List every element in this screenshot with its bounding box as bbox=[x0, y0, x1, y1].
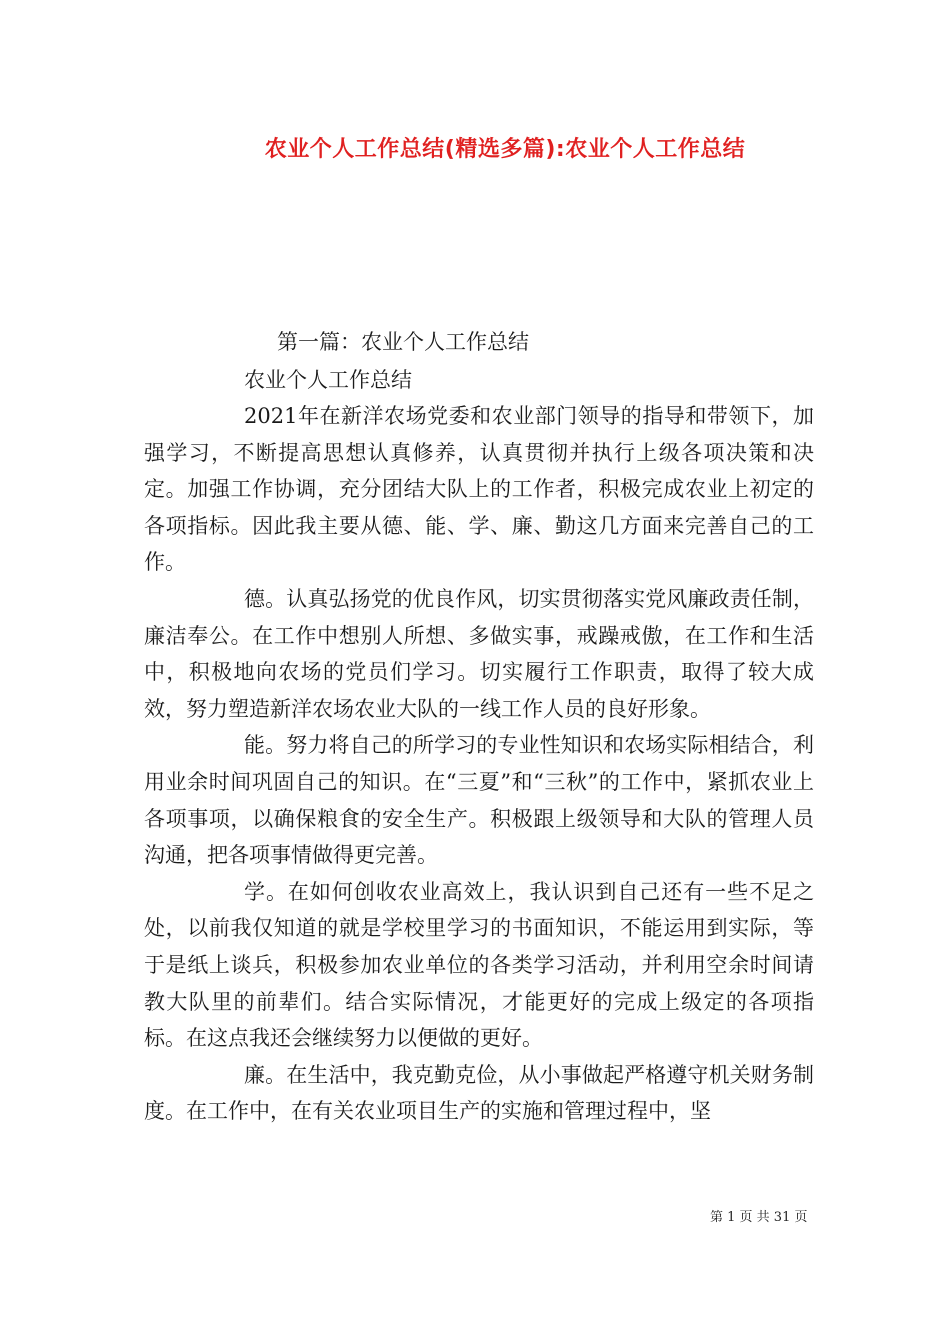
document-body bbox=[144, 398, 814, 1130]
paragraph-neng: 能。努力将自己的所学习的专业性知识和农场实际相结合，利用业余时间巩固自己的知识。在“三夏”和“三秋”的工作中，紧抓农业上各项事项，以确保粮食的安全生产。积极跟上级领导和大队的管理人员沟通，把各项事情做得更完善。 bbox=[144, 733, 814, 868]
document-title: 农业个人工作总结(精选多篇):农业个人工作总结 bbox=[264, 137, 746, 162]
paragraph-lian: 廉。在生活中，我克勤克俭，从小事做起严格遵守机关财务制度。在工作中，在有关农业项目生产的实施和管理过程中，坚 bbox=[144, 1062, 814, 1124]
paragraph-intro: 2021年在新洋农场党委和农业部门领导的指导和带领下，加强学习，不断提高思想认真修养，认真贯彻并执行上级各项决策和决定。加强工作协调，充分团结大队上的工作者，积极完成农业上初定的各项指标。因此我主要从德、能、学、廉、勤这几方面来完善自己的工作。 bbox=[144, 404, 814, 575]
section-heading: 第一篇：农业个人工作总结 bbox=[277, 330, 529, 354]
page-footer: 第 1 页 共 31 页 bbox=[710, 1210, 808, 1225]
paragraph-xue: 学。在如何创收农业高效上，我认识到自己还有一些不足之处，以前我仅知道的就是学校里学习的书面知识，不能运用到实际，等于是纸上谈兵，积极参加农业单位的各类学习活动，并利用空余时间请教大队里的前辈们。结合实际情况，才能更好的完成上级定的各项指标。在这点我还会继续努力以便做的更好。 bbox=[144, 879, 814, 1051]
paragraph-de: 德。认真弘扬党的优良作风，切实贯彻落实党风廉政责任制，廉洁奉公。在工作中想别人所想、多做实事，戒躁戒傲，在工作和生活中，积极地向农场的党员们学习。切实履行工作职责，取得了较大成效，努力塑造新洋农场农业大队的一线工作人员的良好形象。 bbox=[144, 586, 814, 721]
sub-heading: 农业个人工作总结 bbox=[244, 368, 412, 392]
